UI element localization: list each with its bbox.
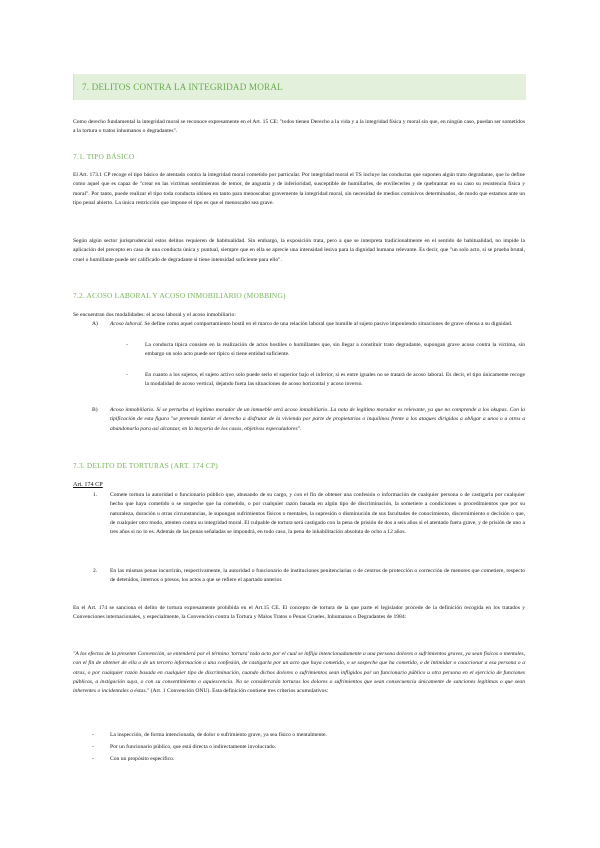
dash-glyph: -	[92, 732, 94, 738]
acoso-inmobiliario-item	[110, 406, 525, 434]
article-item-2-label: 2.	[93, 568, 98, 574]
dash-glyph: -	[92, 744, 94, 750]
chapter-banner	[73, 74, 526, 100]
acoso-inmobiliario-text: Si se perturba el legítimo morador de un inmueble será acoso inmobiliario. La nota de legítimo morador es relevante, ya que no comprende a los okupas. Con la tipificación de esta figura "se pretende tutelar el derecho a disfrutar de la vivienda por parte de propietarios o inquilinos frente a los ataques dirigidos a obligar a unos o a otros a abandonarla para así alcanzar, en la mayoría de los casos, objetivos especuladores".	[110, 407, 525, 432]
article-label: Art. 174 CP	[73, 481, 103, 488]
section-heading-7-3: 7.3. DELITO DE TORTURAS (ART. 174 CP)	[73, 461, 218, 470]
modalidades-intro: Se encuentran dos modalidades: el acoso laboral y el acoso inmobiliario:	[73, 312, 236, 318]
convention-quote-text: "A los efectos de la presente Convención, se entenderá por el término 'tortura' todo acto por el cual se inflija intencionadamente a una persona dolores o sufrimientos graves, ya sean físicos o mentales, con el fin de obtener de ella o de un tercero información o una confesión, de castigarla por un acto que haya cometido, o se sospeche que ha cometido, o de intimidar o coaccionar a esa persona o a otras, o por cualquier razón basada en cualquier tipo de discriminación, cuando dichos dolores o sufrimientos sean infligidos por un funcionario público u otra persona en el ejercicio de funciones públicas, a instigación suya, o con su consentimiento o aquiescencia. No se considerarán torturas los dolores o sufrimientos que sean consecuencia únicamente de sanciones legítimas o que sean inherentes o incidentales a éstas."	[73, 651, 525, 695]
convention-quote	[73, 650, 525, 696]
acoso-inmobiliario-term: Acoso inmobiliario.	[110, 407, 155, 413]
article-item-1-text: Comete tortura la autoridad o funcionario público que, abusando de su cargo, y con el fin de obtener una confesión o información de cualquier persona o de castigarla por cualquier hecho que haya cometido o se sospeche que ha cometido, o por cualquier razón basada en algún tipo de discriminación, la sometiere a condiciones o procedimientos que por su naturaleza, duración u otras circunstancias, le supongan sufrimientos físicos o mentales, la supresión o disminución de sus facultades de conocimiento, discernimiento o decisión o que, de cualquier otro modo, atenten contra su integridad moral. El culpable de tortura será castigado con la pena de prisión de dos a seis años si el atentado fuera grave, y de prisión de uno a tres años si no lo es. Además de las penas señaladas se impondrá, en todo caso, la pena de inhabilitación absoluta de ocho a 12 años.	[110, 492, 525, 536]
acoso-laboral-text: Se define como aquel comportamiento hostil en el marco de una relación laboral que humille al sujeto pasivo imponiendo situaciones de grave ofensa a su dignidad.	[142, 321, 513, 327]
acoso-laboral-bullet-1: La conducta típica consiste en la realización de actos hostiles o humillantes que, sin llegar a constituir trato degradante, supongan grave acoso contra la víctima, sin embargo un solo acto puede ser típico si tiene entidad suficiente.	[145, 342, 525, 358]
acoso-laboral-bullet-2: En cuanto a los sujetos, el sujeto activo solo puede serlo el superior bajo el inferior, si es entre iguales no se tratará de acoso laboral. Es decir, el tipo únicamente recoge la modalidad de acoso vertical, dejando fuera las situaciones de acoso horizontal y acoso inverso.	[145, 372, 525, 388]
criterion-2: Por un funcionario público, que está directa o indirectamente involucrado.	[110, 744, 277, 750]
list-label-b: B)	[92, 407, 98, 413]
bullet-glyph: -	[126, 372, 128, 378]
paragraph-tipo-basico-2: Según algún sector jurisprudencial estos delitos requieren de habitualidad. Sin embargo, la exposición trata, pero a que se interpreta tradicionalmente en el sentido de habitualidad, no impide la aplicación del precepto en caso de una conducta única y puntual, siempre que en ella se aprecie una intensidad lesiva para la dignidad humana relevante. Es decir, que "un solo acto, si se prueba brutal, cruel o humillante puede ser calificado de degradante si tiene intensidad suficiente para ello".	[73, 238, 525, 263]
section-heading-7-1: 7.1. TIPO BÁSICO	[73, 152, 135, 161]
article-item-2-text: En las mismas penas incurrirán, respectivamente, la autoridad o funcionario de instituciones penitenciarias o de centros de protección o corrección de menores que cometiere, respecto de detenidos, internos o presos, los actos a que se refiere el apartado anterior.	[110, 568, 525, 584]
intro-paragraph: Como derecho fundamental la integridad moral se reconoce expresamente en el Art. 15 CE: "todos tienen Derecho a la vida y a la integridad física y moral sin que, en ningún caso, puedan ser sometidos a la tortura o tratos inhumanos o degradantes".	[73, 119, 525, 135]
article-item-1-label: 1.	[93, 492, 98, 498]
criterion-1: La inspección, de forma intencionada, de dolor o sufrimiento grave, ya sea físico o mentalmente.	[110, 732, 327, 738]
paragraph-tipo-basico-1: El Art. 173.1 CP recoge el tipo básico de atentado contra la integridad moral cometido por particular. Por integridad moral el TS incluye las conductas que suponen algún trato degradante, que lo define como aquel que es capaz de "crear en las víctimas sentimientos de temor, de angustia y de inferioridad, susceptible de humillarles, de envilecerles y de quebrantar en su caso su resistencia física y moral". Por tanto, puede realizar el tipo toda conducta idónea en tanto para menoscabar gravemente la integridad moral, sin necesidad de medios comisivos determinados, de modo que estamos ante un tipo penal abierto. La única restricción que impone el tipo es que el menoscabo sea grave.	[73, 172, 525, 206]
chapter-title: 7. DELITOS CONTRA LA INTEGRIDAD MORAL	[82, 82, 283, 92]
convention-quote-tail: (Art. 1 Convención ONU). Esta definición contiene tres criterios acumulativos:	[149, 688, 329, 695]
bullet-glyph: -	[126, 342, 128, 348]
dash-glyph: -	[92, 756, 94, 762]
criterion-3: Con un propósito específico.	[110, 756, 175, 762]
section-heading-7-2: 7.2. ACOSO LABORAL Y ACOSO INMOBILIARIO (MOBBING)	[73, 291, 286, 300]
acoso-laboral-term: Acoso laboral.	[110, 321, 143, 327]
list-label-a: A)	[92, 321, 98, 327]
acoso-laboral-item	[110, 320, 525, 329]
torturas-paragraph: En el Art. 174 se sanciona el delito de tortura expresamente prohibida en el Art.15 CE. El concepto de tortura de la que parte el legislador procede de la definición recogida en los tratados y Convenciones internacionales, y especialmente, la Convención contra la Tortura y Malos Tratos o Penas Crueles, Inhumanas o Degradantes de 1984:	[73, 605, 525, 621]
